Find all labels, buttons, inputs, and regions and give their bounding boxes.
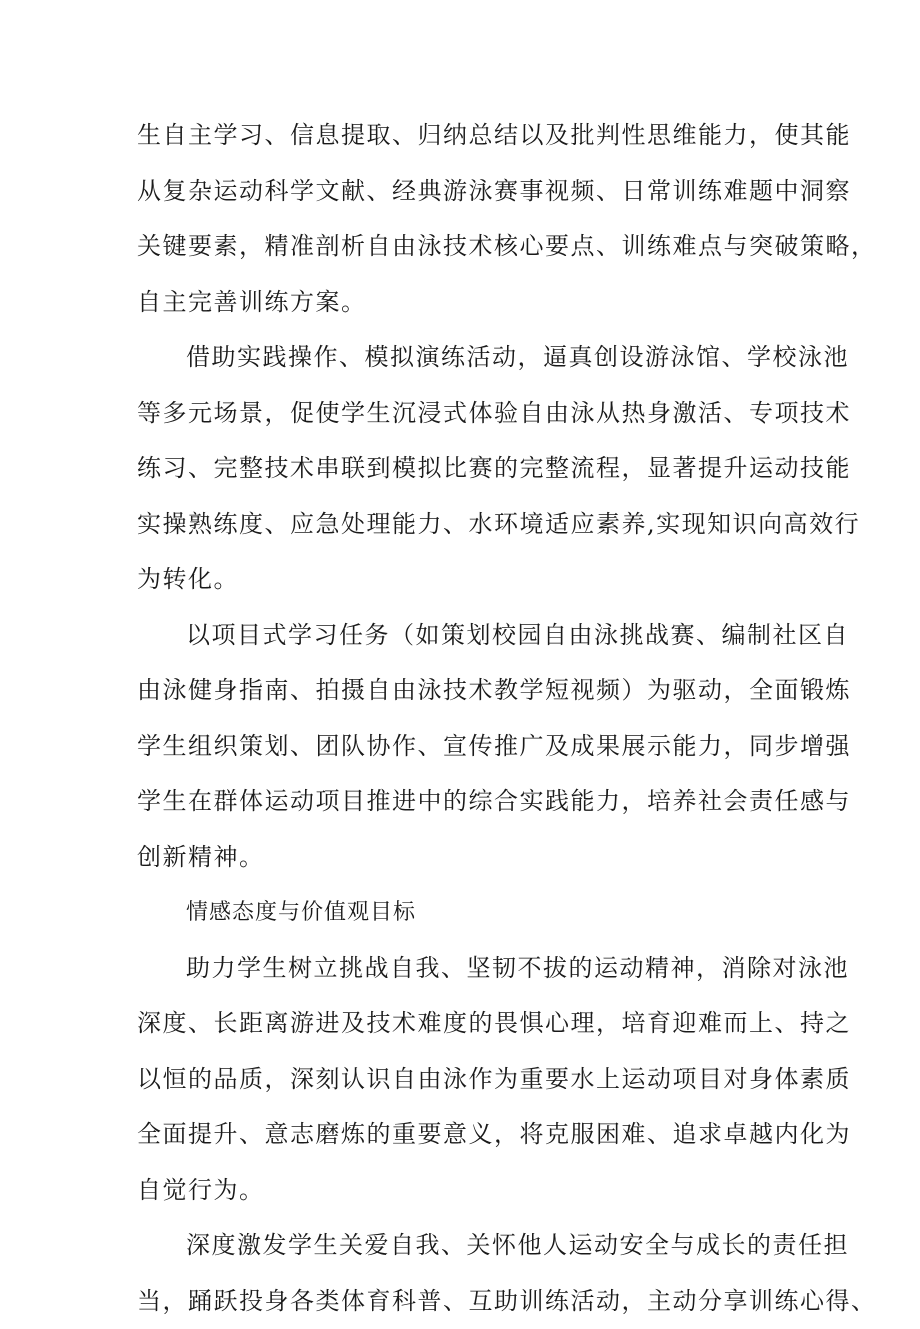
paragraph-line: 助力学生树立挑战自我、坚韧不拔的运动精神，消除对泳池 [137,941,797,997]
paragraph-line: 全面提升、意志磨炼的重要意义，将克服困难、追求卓越内化为 [137,1107,797,1163]
paragraph-line: 深度激发学生关爱自我、关怀他人运动安全与成长的责任担 [137,1218,797,1274]
document-body [137,108,797,1329]
section-heading: 情感态度与价值观目标 [137,885,797,941]
paragraph-line: 练习、完整技术串联到模拟比赛的完整流程，显著提升运动技能 [137,441,797,497]
paragraph-line: 等多元场景，促使学生沉浸式体验自由泳从热身激活、专项技术 [137,386,797,442]
paragraph-line: 实操熟练度、应急处理能力、水环境适应素养,实现知识向高效行 [137,497,797,553]
paragraph-line: 自主完善训练方案。 [137,275,797,331]
paragraph-line: 借助实践操作、模拟演练活动，逼真创设游泳馆、学校泳池 [137,330,797,386]
paragraph-line: 由泳健身指南、拍摄自由泳技术教学短视频）为驱动，全面锻炼 [137,663,797,719]
paragraph-line: 自觉行为。 [137,1163,797,1219]
paragraph-line: 生自主学习、信息提取、归纳总结以及批判性思维能力，使其能 [137,108,797,164]
paragraph-line: 学生组织策划、团队协作、宣传推广及成果展示能力，同步增强 [137,719,797,775]
paragraph-line: 关键要素，精准剖析自由泳技术核心要点、训练难点与突破策略， [137,219,797,275]
paragraph-line: 学生在群体运动项目推进中的综合实践能力，培养社会责任感与 [137,774,797,830]
paragraph-line: 当，踊跃投身各类体育科普、互助训练活动，主动分享训练心得、 [137,1274,797,1329]
paragraph-line: 以项目式学习任务（如策划校园自由泳挑战赛、编制社区自 [137,608,797,664]
paragraph-line: 为转化。 [137,552,797,608]
paragraph-line: 创新精神。 [137,830,797,886]
paragraph-line: 深度、长距离游进及技术难度的畏惧心理，培育迎难而上、持之 [137,996,797,1052]
paragraph-line: 以恒的品质，深刻认识自由泳作为重要水上运动项目对身体素质 [137,1052,797,1108]
paragraph-line: 从复杂运动科学文献、经典游泳赛事视频、日常训练难题中洞察 [137,164,797,220]
